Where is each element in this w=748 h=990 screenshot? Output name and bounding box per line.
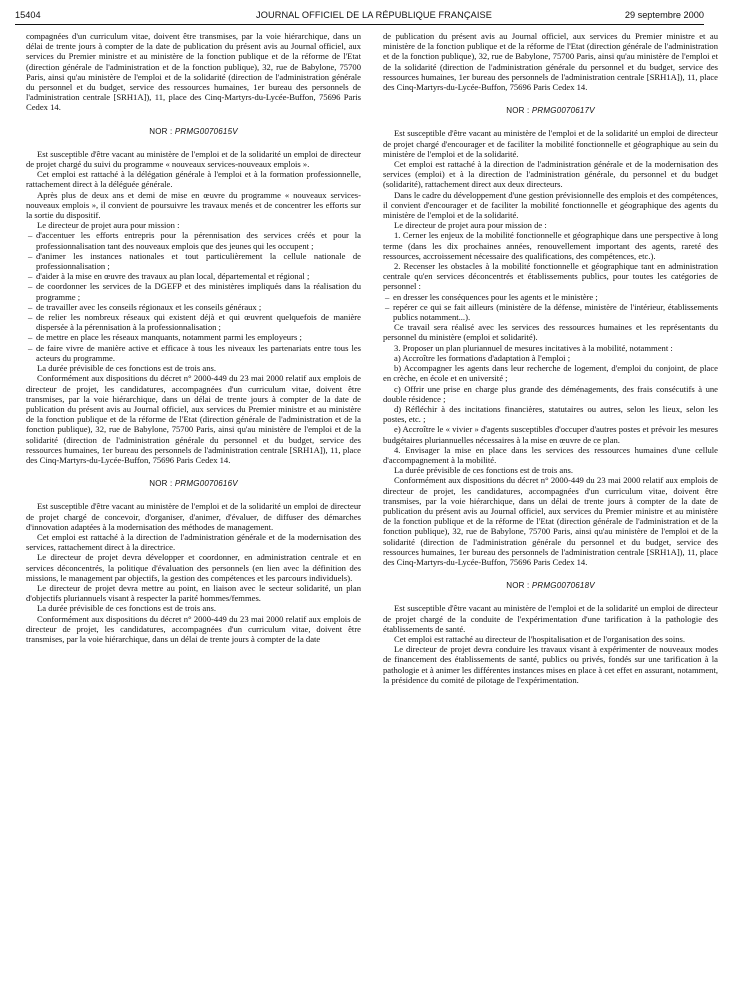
list-item: – de coordonner les services de la DGEFP et des ministères impliqués dans la réalisation du programme ; [26,281,361,301]
list-item: – d'accentuer les efforts entrepris pour la pérennisation des services créés et pour la professionnalisation tant des nouveaux emplois que des jeunes qui les occupent ; [26,230,361,250]
paragraph: Le directeur de projet devra développer et coordonner, en administration centrale et en services déconcentrés, la politique d'évaluation des personnels (en lien avec la définition des missions, le management par objectifs, la gestion des compétences et les parcours individuels). [26,552,361,583]
paragraph: Est susceptible d'être vacant au ministère de l'emploi et de la solidarité un emploi de directeur de projet chargé du suivi du programme « nouveaux services-nouveaux emplois ». [26,148,361,170]
list-item: – de mettre en place les réseaux manquants, notamment parmi les employeurs ; [26,332,361,342]
paragraph: Conformément aux dispositions du décret n° 2000-449 du 23 mai 2000 relatif aux emplois de directeur de projet, les candidatures, accompagnées d'un curriculum vitae, doivent être transmises, par la voie hiérarchique, dans un délai de trente jours à compter de la date [26,613,361,644]
nor-code: PRMG0070615V [174,126,238,136]
paragraph: La durée prévisible de ces fonctions est de trois ans. [37,603,216,614]
list-item: – d'aider à la mise en œuvre des travaux au plan local, départemental et régional ; [26,271,361,281]
paragraph: Conformément aux dispositions du décret n° 2000-449 du 23 mai 2000 relatif aux emplois de directeur de projet, les candidatures, accompagnées d'un curriculum vitae, doivent être transmises, par la voie hiérarchique, dans un délai de trente jours à compter de la date de publication du présent avis au Journal officiel, aux services du Premier ministre et au ministère de la fonction publique et de la réforme de l'Etat (direction générale de l'administration et de la fonction publique), 32, rue de Babylone, 75700 Paris, ainsi qu'au ministère de l'emploi et de la solidarité (direction de l'administration générale du personnel et du budget, service des ressources humaines, 1er bureau des personnels de l'administration centrale [SRH1A]), 11, place des Cinq-Martyrs-du-Lycée-Buffon, 75696 Paris Cedex 14. [26,373,361,465]
paragraph: Est susceptible d'être vacant au ministère de l'emploi et de la solidarité un emploi de directeur de projet chargé d'encourager et de faciliter la mobilité fonctionnelle et géographique au sein du ministère de l'emploi et de la solidarité. [383,128,718,159]
list-item: – repérer ce qui se fait ailleurs (ministère de la défense, ministère de l'intérieur, établissements publics notamment...). [383,302,718,322]
nor-code: PRMG0070617V [531,106,595,116]
paragraph: Le directeur de projet aura pour mission : [37,220,180,231]
nor-code: PRMG0070618V [531,581,595,591]
nor-reference [383,581,718,591]
nor-reference [26,127,361,137]
nor-label: NOR : [149,126,173,136]
paragraph: Cet emploi est rattaché à la direction de l'administration générale et de la modernisation des services, rattachement direct à la directrice. [26,531,361,553]
paragraph: 4. Envisager la mise en place dans les services des ressources humaines d'une cellule d'accompagnement à la mobilité. [383,444,718,465]
issue-date: 29 septembre 2000 [624,10,704,20]
paragraph: d) Réfléchir à des incitations financières, statutaires ou autres, selon les lieux, selon les postes, etc. ; [383,403,718,425]
list-item: – d'animer les instances nationales et tout particulièrement la cellule nationale de professionnalisation ; [26,251,361,271]
paragraph: Le directeur de projet aura pour mission de : [394,220,547,231]
journal-title: JOURNAL OFFICIEL DE LA RÉPUBLIQUE FRANÇAISE [256,10,492,20]
paragraph: Cet emploi est rattaché à la délégation générale à l'emploi et à la formation professionnelle, rattachement direct à la déléguée générale. [26,169,361,190]
paragraph: Est susceptible d'être vacant au ministère de l'emploi et de la solidarité un emploi de directeur de projet chargé de concevoir, d'organiser, d'animer, d'évaluer, de diffuser des démarches d'innovation adaptées à la modernisation des méthodes de management. [26,501,361,532]
nor-reference [383,106,718,116]
paragraph: a) Accroître les formations d'adaptation à l'emploi ; [394,352,571,363]
paragraph: La durée prévisible de ces fonctions est de trois ans. [37,363,216,374]
paragraph: Après plus de deux ans et demi de mise en œuvre du programme « nouveaux services-nouveaux emplois », il convient de poursuivre les travaux menés et de concentrer les efforts sur la sortie du dispositif. [26,189,361,221]
paragraph: Dans le cadre du développement d'une gestion prévisionnelle des emplois et des compétences, il convient d'encourager et de faciliter la mobilité fonctionnelle et géographique des agents du ministère de l'emploi et de la solidarité. [383,189,718,221]
paragraph: e) Accroître le « vivier » d'agents susceptibles d'occuper d'autres postes et prévoir les mesures budgétaires pluriannuelles nécessaires à la mise en œuvre de ce plan. [383,424,718,445]
page-header [0,0,748,26]
paragraph: c) Offrir une prise en charge plus grande des déménagements, des frais consécutifs à une double résidence ; [383,383,718,404]
paragraph: 2. Recenser les obstacles à la mobilité fonctionnelle et géographique tant en administration centrale qu'en services déconcentrés et établissements publics, pour toutes les catégories de personnel : [383,261,718,292]
nor-code: PRMG0070616V [174,479,238,489]
paragraph: Cet emploi est rattaché à la direction de l'administration générale et de la modernisation des services (emploi) et à la direction de l'administration générale, du personnel et du budget (solidarité), rattachement direct aux deux directeurs. [383,159,718,190]
paragraph: 3. Proposer un plan pluriannuel de mesures incitatives à la mobilité, notamment : [394,342,673,353]
nor-reference [26,479,361,489]
paragraph: Le directeur de projet devra mettre au point, en liaison avec le secteur solidarité, un plan d'objectifs pluriannuels visant à respecter la parité hommes/femmes. [26,582,361,604]
paragraph: compagnées d'un curriculum vitae, doivent être transmises, par la voie hiérarchique, dans un délai de trente jours à compter de la date de publication du présent avis au Journal officiel, aux services du Premier ministre et au ministère de la fonction publique et de la réforme de l'Etat (direction générale de l'administration et de la fonction publique), 32, rue de Babylone, 75700 Paris, ainsi qu'au ministère de l'emploi et de la solidarité (direction de l'administration générale du personnel et du budget, service des ressources humaines, 1er bureau des personnels de l'administration centrale [SRH1A]), 11, place des Cinq-Martyrs-du-Lycée-Buffon, 75696 Paris Cedex 14. [26,31,361,113]
header-rule [15,24,704,25]
mission-list [26,230,361,363]
nor-label: NOR : [506,581,530,591]
paragraph: Ce travail sera réalisé avec les services des ressources humaines et les représentants du personnel du ministère (emploi et solidarité). [383,322,718,343]
list-item: – de faire vivre de manière active et efficace à tous les niveaux les partenariats entre tous les acteurs du programme. [26,343,361,363]
obstacle-list [383,292,718,323]
paragraph: Le directeur de projet devra conduire les travaux visant à expérimenter de nouveaux modes de financement des établissements de santé, publics ou privés, fondés sur une tarification à la pathologie et à animer les différentes instances mises en place à cet effet en assurant, notamment, la présidence du comité de pilotage de l'expérimentation. [383,644,718,685]
list-item: – de travailler avec les conseils régionaux et les conseils généraux ; [26,302,361,312]
paragraph: Cet emploi est rattaché au directeur de l'hospitalisation et de l'organisation des soins. [394,633,685,644]
list-item: – de relier les nombreux réseaux qui existent déjà et qui œuvrent quelquefois de manière dispersée à la pérennisation à la professionnalisation ; [26,312,361,332]
paragraph: Conformément aux dispositions du décret n° 2000-449 du 23 mai 2000 relatif aux emplois de directeur de projet, les candidatures, accompagnées d'un curriculum vitae, doivent être transmises, par la voie hiérarchique, dans un délai de trente jours à compter de la date de publication du présent avis au Journal officiel, aux services du Premier ministre et au ministère de la fonction publique et de la réforme de l'Etat (direction générale de l'administration et de la fonction publique), 32, rue de Babylone, 75700 Paris, ainsi qu'au ministère de l'emploi et de la solidarité (direction de l'administration générale du personnel et du budget, service des ressources humaines, 1er bureau des personnels de l'administration centrale [SRH1A]), 11, place des Cinq-Martyrs-du-Lycée-Buffon, 75696 Paris Cedex 14. [383,475,718,567]
paragraph: Est susceptible d'être vacant au ministère de l'emploi et de la solidarité un emploi de directeur de projet chargé de la conduite de l'expérimentation d'une tarification à la pathologie des établissements de santé. [383,603,718,634]
paragraph: de publication du présent avis au Journal officiel, aux services du Premier ministre et au ministère de la fonction publique et de la réforme de l'Etat (direction générale de l'administration et de la fonction publique), 32, rue de Babylone, 75700 Paris, ainsi qu'au ministère de l'emploi et de la solidarité (direction de l'administration générale du personnel et du budget, service des ressources humaines, 1er bureau des personnels de l'administration centrale [SRH1A]), 11, place des Cinq-Martyrs-du-Lycée-Buffon, 75696 Paris Cedex 14. [383,31,718,93]
paragraph: La durée prévisible de ces fonctions est de trois ans. [394,465,573,476]
left-column [26,31,361,644]
right-column [383,31,718,685]
nor-label: NOR : [149,479,173,489]
paragraph: 1. Cerner les enjeux de la mobilité fonctionnelle et géographique dans une perspective à long terme (dans les dix prochaines années, renouvellement important des agents, rareté des ressources, accroissement nécessaire des qualifications, des compétences, etc.). [383,230,718,261]
page-number: 15404 [15,10,41,20]
nor-label: NOR : [506,106,530,116]
list-item: – en dresser les conséquences pour les agents et le ministère ; [383,292,718,302]
paragraph: b) Accompagner les agents dans leur recherche de logement, d'emploi du conjoint, de place en crèche, en école et en université ; [383,363,718,384]
